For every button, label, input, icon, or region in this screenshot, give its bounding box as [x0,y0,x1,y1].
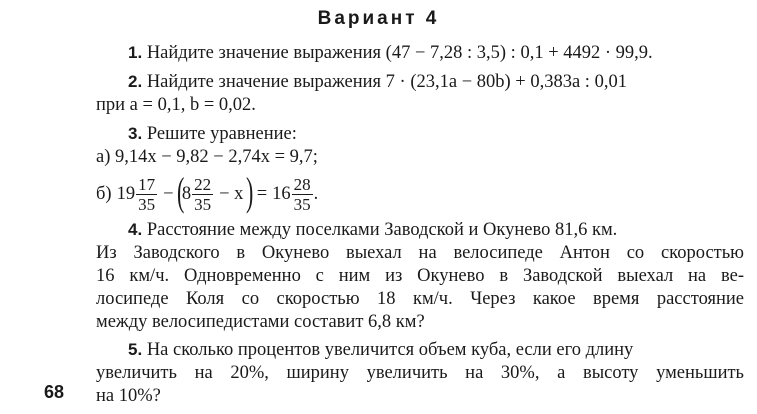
fraction-2 [192,175,213,214]
numerator-2: 22 [194,174,212,194]
task-3-header [128,123,744,145]
variant-title: Вариант 4 [317,8,440,29]
task-2-line-1 [128,71,744,93]
task-5-number: 5. [128,340,143,359]
task-2-number: 2. [128,72,143,91]
task-1-number: 1. [128,43,143,62]
equals-sign: = [256,183,268,204]
left-paren: ( [176,169,184,214]
task-1 [128,42,744,64]
task-4-line-5: между велосипедистами составит 6,8 км? [96,312,425,332]
task-3-header-text: Решите уравнение: [142,124,297,144]
task-5-text-1: На сколько процентов увеличится объем куба, если его длину [142,340,634,360]
whole-2: 8 [181,183,192,204]
numerator-3: 28 [293,174,311,194]
end-period: . [313,183,319,204]
task-4-text-1: Расстояние между поселками Заводской и Окунево 81,6 км. [142,220,618,240]
task-3-part-a: а) 9,14x − 9,82 − 2,74x = 9,7; [96,147,318,167]
task-2-line-2: при a = 0,1, b = 0,02. [96,95,256,115]
mixed-number-3 [272,175,314,214]
task-5-line-1 [128,339,744,361]
task-5-line-2: увеличить на 20%, ширину увеличить на 30%, а высоту уменьшить [96,363,744,383]
whole-3: 16 [272,183,291,204]
task-4-line-2: Из Заводского в Окунево выехал на велосипеде Антон со скоростью [96,243,744,263]
page-number: 68 [44,382,65,402]
denominator-2: 35 [194,194,212,214]
task-3-number: 3. [128,124,143,143]
mixed-number-1 [117,175,159,214]
fraction-1 [136,175,157,214]
task-5-line-3: на 10%? [96,386,161,406]
task-4-line-1 [128,219,744,241]
task-4-line-4: лосипеде Коля со скоростью 18 км/ч. Через какое время расстояние [96,289,744,309]
mixed-number-2 [182,175,214,214]
task-4-number: 4. [128,220,143,239]
minus-sign: − [163,183,174,204]
task-1-text: Найдите значение выражения (47 − 7,28 : 3,5) : 0,1 + 4492 · 99,9. [142,43,653,63]
part-b-label: б) [96,183,112,204]
denominator-3: 35 [293,194,311,214]
task-4-line-3: 16 км/ч. Одновременно с ним из Окунево в Заводской выехал на ве- [96,266,744,286]
task-3-part-b-equation [96,171,318,217]
minus-x: − x [219,183,244,204]
task-2-text-1: Найдите значение выражения 7 · (23,1a − 80b) + 0,383a : 0,01 [142,72,627,92]
denominator-1: 35 [138,194,156,214]
right-paren: ) [246,169,254,214]
numerator-1: 17 [138,174,156,194]
whole-1: 19 [116,183,136,204]
fraction-3 [292,175,313,214]
